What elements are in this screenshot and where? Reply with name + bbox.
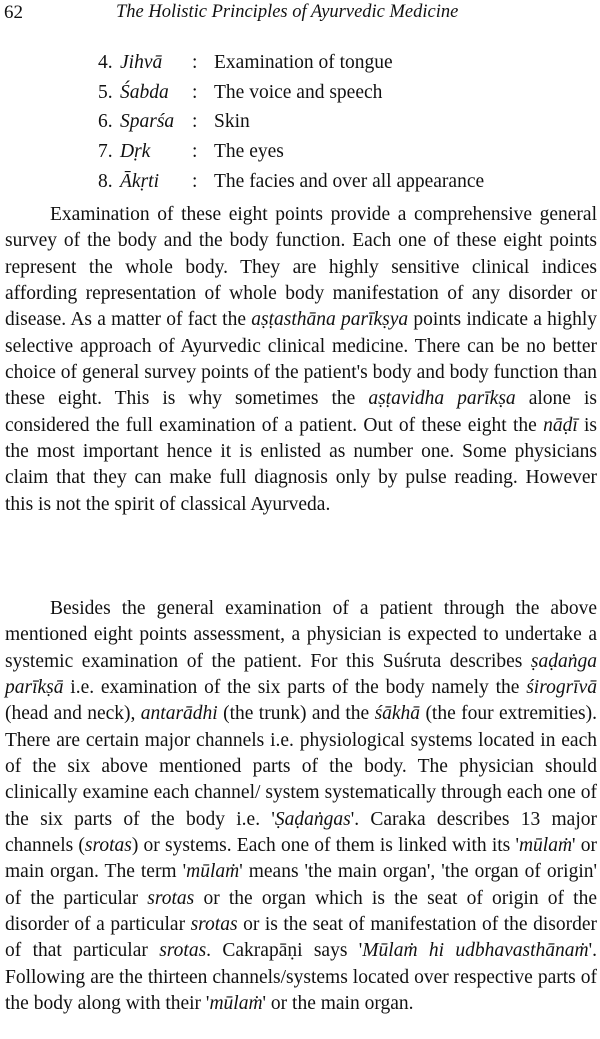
item-description: The voice and speech: [214, 81, 383, 103]
item-description: Skin: [214, 111, 250, 133]
item-number: 4.: [98, 52, 113, 73]
item-description: The facies and over all appearance: [214, 170, 485, 192]
italic-term: antarādhi: [140, 703, 218, 725]
italic-term: Mūlaṁ hi udbhavasthānaṁ: [362, 940, 589, 962]
item-number: 5.: [98, 81, 113, 103]
item-number: 7.: [98, 141, 113, 163]
running-header: [4, 2, 590, 28]
italic-term: śākhā: [374, 703, 421, 725]
italic-term: mūlaṁ: [209, 993, 263, 1015]
separator-colon: :: [192, 111, 198, 133]
separator-colon: :: [192, 170, 198, 192]
list-item: [98, 137, 484, 167]
sanskrit-term: Jihvā: [120, 52, 163, 73]
text-run: or is the seat of manifestation of the disorder of that particular: [5, 914, 597, 962]
item-description: The eyes: [214, 141, 284, 163]
text-run: ' or the main organ.: [262, 993, 414, 1015]
text-run: Besides the general examination of a patient through the above mentioned eight points assessment, a physician is expected to undertake a systemic examination of the patient. For this Suśruta describes: [5, 598, 597, 672]
text-run: ' means 'the main organ', 'the organ of origin' of the particular: [5, 861, 598, 909]
italic-term: nāḍī: [543, 414, 578, 436]
text-run: points indicate a highly selective approach of Ayurvedic clinical medicine. There can be no better choice of general survey points of the patient's body and body function than these eight. This is why sometimes the: [5, 309, 598, 410]
text-run: '. Caraka describes 13 major channels (: [5, 808, 597, 857]
separator-colon: :: [192, 141, 198, 163]
running-title: The Holistic Principles of Ayurvedic Medicine: [116, 2, 459, 22]
sanskrit-term: Sparśa: [120, 111, 175, 133]
paragraph-1: [5, 202, 597, 518]
text-run: ) or systems. Each one of them is linked with its ': [131, 835, 519, 857]
italic-term: srotas: [147, 887, 195, 909]
italic-term: srotas: [159, 940, 207, 962]
text-run: alone is considered the full examination of a patient. Out of these eight the: [5, 388, 597, 436]
italic-term: śirogrīvā: [526, 677, 597, 699]
text-run: Examination of these eight points provide a comprehensive general survey of the body and the body function. Each one of these eight points represent the whole body. They are highly sensitive clinical indices affording representation of whole body manifestation of any disorder or disease. As a matter of fact the: [5, 204, 597, 331]
text-run: is the most important hence it is enlisted as number one. Some physicians claim that they can make full diagnosis only by pulse reading. However this is not the spirit of classical Ayurveda.: [5, 414, 597, 515]
text-run: . Cakrapāṇi says ': [206, 940, 363, 962]
text-run: '. Following are the thirteen channels/systems located over respective parts of the body along with their ': [5, 940, 597, 1015]
list-item: [98, 107, 484, 137]
italic-term: mūlaṁ: [518, 835, 573, 857]
italic-term: aṣṭasthāna parīkṣya: [251, 309, 409, 331]
separator-colon: :: [192, 52, 198, 73]
text-run: or the organ which is the seat of origin of the disorder of a particular: [5, 887, 597, 936]
page-number: 62: [4, 2, 23, 23]
text-run: (the four extremities). There are certain major channels i.e. physiological systems located in each of the six above mentioned parts of the body. The physician should clinically examine each channel/ system systematically through each one of the six parts of the body i.e. ': [5, 703, 598, 830]
italic-term: srotas: [84, 835, 132, 857]
sanskrit-term: Dṛk: [120, 141, 151, 163]
separator-colon: :: [192, 81, 198, 103]
item-number: 8.: [98, 170, 113, 192]
list-item: [98, 48, 484, 78]
italic-term: mūlaṁ: [186, 861, 240, 883]
list-item: [98, 78, 484, 108]
text-run: (head and neck),: [5, 703, 141, 725]
item-number: 6.: [98, 111, 113, 133]
italic-term: aṣṭavidha parīkṣa: [368, 388, 516, 410]
sanskrit-term: Śabda: [120, 81, 169, 103]
italic-term: srotas: [190, 914, 238, 936]
text-run: ' or main organ. The term ': [5, 835, 597, 883]
italic-term: ṣaḍaṅga parīkṣā: [5, 650, 597, 699]
list-item: [98, 167, 484, 197]
sanskrit-term: Ākṛti: [120, 170, 159, 192]
text-run: i.e. examination of the six parts of the body namely the: [63, 677, 527, 699]
examination-points-list: [98, 48, 484, 196]
italic-term: Ṣaḍaṅgas: [274, 808, 351, 830]
paragraph-2: [5, 596, 597, 1018]
item-description: Examination of tongue: [214, 52, 393, 73]
text-run: (the trunk) and the: [217, 703, 375, 725]
